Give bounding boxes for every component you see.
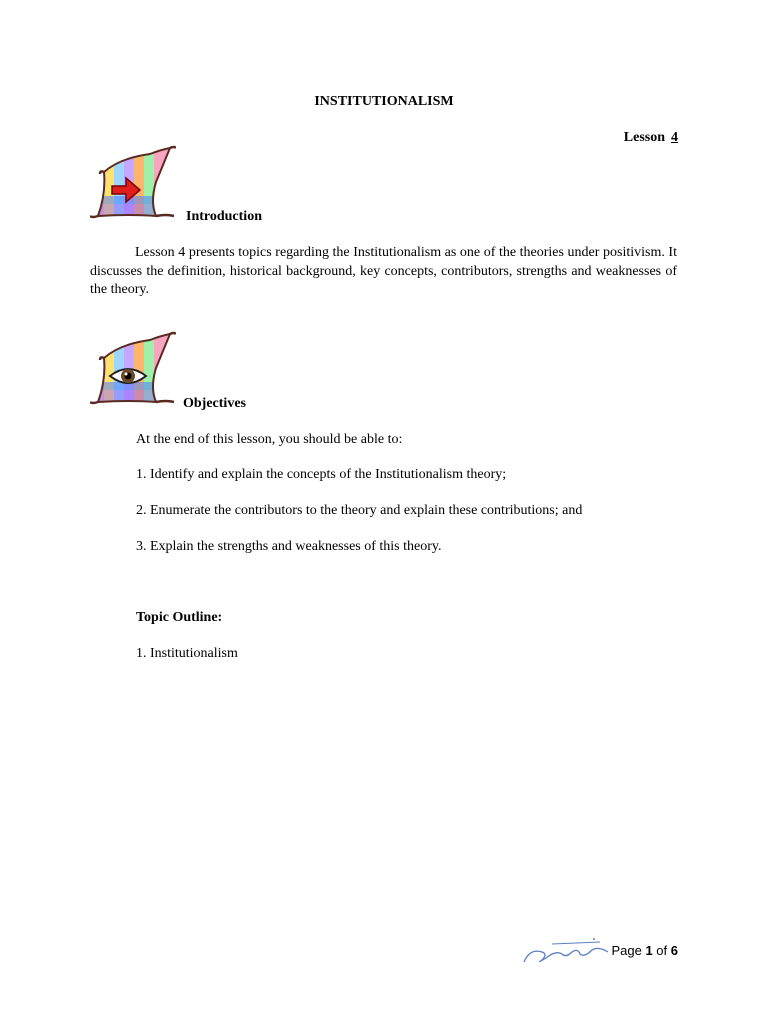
objective-item-3: 3. Explain the strengths and weaknesses of this theory. (136, 539, 442, 554)
signature-logo (522, 936, 612, 966)
arrow-banner-icon (90, 144, 176, 220)
introduction-heading: Introduction (186, 209, 262, 224)
introduction-paragraph: Lesson 4 presents topics regarding the Institutionalism as one of the theories under positivism. It discusses the definition, historical background, key concepts, contributors, strengths and weaknesses of the theory. (90, 245, 677, 297)
topic-outline-heading: Topic Outline: (136, 610, 223, 625)
topic-outline-item-1: 1. Institutionalism (136, 646, 238, 661)
objectives-lead: At the end of this lesson, you should be able to: (136, 432, 403, 447)
page-total: 6 (670, 943, 678, 958)
lesson-label (624, 130, 678, 146)
objectives-heading: Objectives (183, 396, 246, 411)
objective-item-1: 1. Identify and explain the concepts of the Institutionalism theory; (136, 467, 507, 482)
page-footer (611, 943, 678, 958)
page-word: Page (611, 943, 642, 958)
lesson-word: Lesson (623, 130, 665, 145)
of-word: of (656, 943, 668, 958)
document-title: INSTITUTIONALISM (314, 94, 454, 109)
objective-item-2: 2. Enumerate the contributors to the theory and explain these contributions; and (136, 503, 583, 518)
eye-banner-icon (90, 330, 176, 406)
lesson-number: 4 (671, 130, 678, 145)
page-current: 1 (645, 943, 653, 958)
